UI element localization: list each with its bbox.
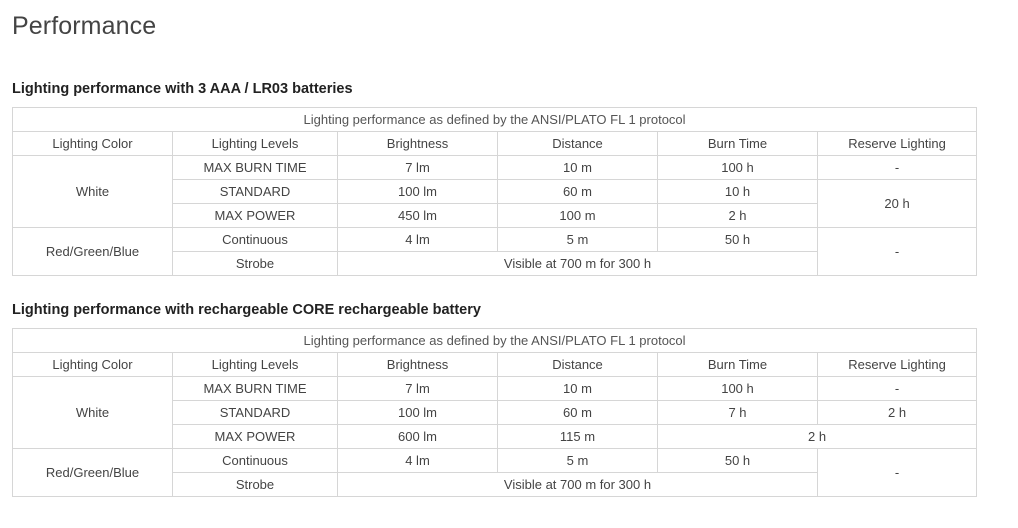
cell-burn-time: 50 h — [658, 228, 818, 252]
cell-brightness: 100 lm — [338, 401, 498, 425]
table-header-row — [13, 132, 977, 156]
table-header-row — [13, 353, 977, 377]
cell-lighting-level: Strobe — [173, 473, 338, 497]
cell-brightness: 450 lm — [338, 204, 498, 228]
cell-lighting-level: MAX POWER — [173, 204, 338, 228]
section-heading: Lighting performance with 3 AAA / LR03 batteries — [12, 81, 353, 97]
cell-reserve-lighting: 2 h — [818, 401, 977, 425]
section-heading: Lighting performance with rechargeable CORE rechargeable battery — [12, 302, 481, 318]
cell-distance: 10 m — [498, 156, 658, 180]
column-header-burn-time: Burn Time — [658, 132, 818, 156]
cell-brightness: 4 lm — [338, 449, 498, 473]
column-header-distance: Distance — [498, 132, 658, 156]
column-header-reserve-lighting: Reserve Lighting — [818, 353, 977, 377]
cell-brightness: 7 lm — [338, 156, 498, 180]
cell-burn-time: 10 h — [658, 180, 818, 204]
table-protocol-row — [13, 108, 977, 132]
column-header-lighting-levels: Lighting Levels — [173, 132, 338, 156]
cell-burn-time-merged: 2 h — [658, 425, 977, 449]
cell-distance: 5 m — [498, 228, 658, 252]
section-core-rechargeable — [12, 302, 1006, 497]
table-protocol-row — [13, 329, 977, 353]
cell-brightness: 600 lm — [338, 425, 498, 449]
cell-brightness: 100 lm — [338, 180, 498, 204]
table-row — [13, 156, 977, 180]
cell-lighting-color: White — [13, 156, 173, 228]
performance-page — [0, 12, 1018, 497]
protocol-header: Lighting performance as defined by the ANSI/PLATO FL 1 protocol — [13, 108, 977, 132]
cell-brightness: 4 lm — [338, 228, 498, 252]
cell-burn-time: 100 h — [658, 377, 818, 401]
table-row — [13, 228, 977, 252]
column-header-reserve-lighting: Reserve Lighting — [818, 132, 977, 156]
cell-lighting-level: Strobe — [173, 252, 338, 276]
cell-burn-time: 7 h — [658, 401, 818, 425]
column-header-brightness: Brightness — [338, 132, 498, 156]
cell-reserve-lighting: - — [818, 377, 977, 401]
page-title: Performance — [12, 12, 157, 40]
performance-table-core — [12, 328, 977, 497]
protocol-header: Lighting performance as defined by the ANSI/PLATO FL 1 protocol — [13, 329, 977, 353]
cell-lighting-level: MAX BURN TIME — [173, 377, 338, 401]
cell-lighting-level: MAX BURN TIME — [173, 156, 338, 180]
cell-brightness: 7 lm — [338, 377, 498, 401]
cell-lighting-level: MAX POWER — [173, 425, 338, 449]
cell-distance: 100 m — [498, 204, 658, 228]
performance-table-aaa — [12, 107, 977, 276]
cell-reserve-lighting: 20 h — [818, 180, 977, 228]
cell-lighting-level: STANDARD — [173, 180, 338, 204]
section-aaa-batteries — [12, 81, 1006, 276]
cell-lighting-level: STANDARD — [173, 401, 338, 425]
cell-distance: 115 m — [498, 425, 658, 449]
cell-strobe-note: Visible at 700 m for 300 h — [338, 473, 818, 497]
cell-distance: 5 m — [498, 449, 658, 473]
cell-lighting-level: Continuous — [173, 449, 338, 473]
column-header-lighting-color: Lighting Color — [13, 353, 173, 377]
cell-reserve-lighting: - — [818, 228, 977, 276]
cell-distance: 60 m — [498, 401, 658, 425]
cell-reserve-lighting: - — [818, 449, 977, 497]
table-row — [13, 377, 977, 401]
column-header-distance: Distance — [498, 353, 658, 377]
column-header-lighting-color: Lighting Color — [13, 132, 173, 156]
cell-lighting-level: Continuous — [173, 228, 338, 252]
column-header-burn-time: Burn Time — [658, 353, 818, 377]
column-header-brightness: Brightness — [338, 353, 498, 377]
cell-burn-time: 2 h — [658, 204, 818, 228]
cell-distance: 10 m — [498, 377, 658, 401]
cell-burn-time: 50 h — [658, 449, 818, 473]
cell-reserve-lighting: - — [818, 156, 977, 180]
cell-strobe-note: Visible at 700 m for 300 h — [338, 252, 818, 276]
cell-lighting-color: Red/Green/Blue — [13, 449, 173, 497]
cell-distance: 60 m — [498, 180, 658, 204]
table-row — [13, 449, 977, 473]
cell-lighting-color: White — [13, 377, 173, 449]
cell-burn-time: 100 h — [658, 156, 818, 180]
column-header-lighting-levels: Lighting Levels — [173, 353, 338, 377]
cell-lighting-color: Red/Green/Blue — [13, 228, 173, 276]
